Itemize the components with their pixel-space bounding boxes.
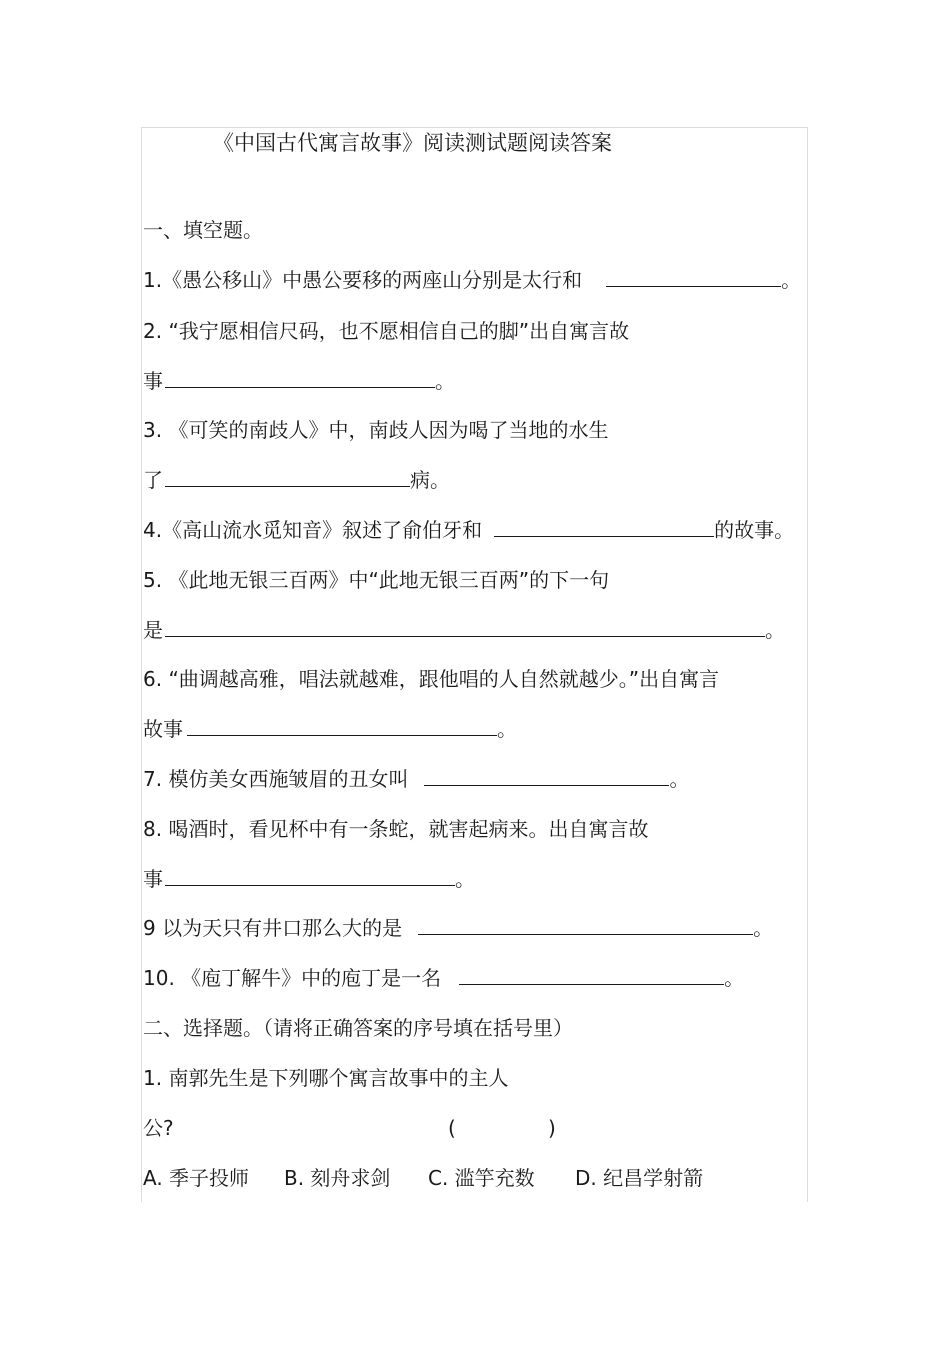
choice-option-d[interactable]: D. 纪昌学射箭	[575, 1166, 704, 1190]
question-end: 。	[765, 618, 785, 642]
document-title: 《中国古代寓言故事》阅读测试题阅读答案	[213, 131, 612, 155]
question-end: 的故事。	[714, 518, 795, 542]
fill-question-2-line2	[143, 367, 455, 395]
question-end: 。	[669, 767, 690, 791]
answer-paren-open: (	[448, 1116, 456, 1140]
fill-question-2-line1: 2. “我宁愿相信尺码，也不愿相信自己的脚”出自寓言故	[143, 319, 630, 343]
section2-heading: 二、选择题。（请将正确答案的序号填在括号里）	[143, 1016, 573, 1040]
fill-question-1	[143, 266, 801, 294]
fill-question-6-line2	[143, 715, 517, 743]
question-text: 1.《愚公移山》中愚公要移的两座山分别是太行和	[143, 268, 583, 292]
fill-question-6-line1: 6. “曲调越高雅，唱法就越难，跟他唱的人自然就越少。”出自寓言	[143, 667, 720, 691]
question-end: 。	[781, 268, 802, 292]
question-text: 4.《高山流水觅知音》叙述了俞伯牙和	[143, 518, 483, 542]
question-text: 故事	[143, 717, 183, 741]
fill-question-8-line2	[143, 865, 475, 893]
answer-blank[interactable]	[418, 914, 753, 935]
question-end: 。	[724, 966, 745, 990]
question-text: 9 以为天只有井口那么大的是	[143, 916, 403, 940]
fill-question-8-line1: 8. 喝酒时，看见杯中有一条蛇，就害起病来。出自寓言故	[143, 817, 649, 841]
fill-question-5-line2	[143, 616, 785, 644]
question-text: 事	[143, 867, 163, 891]
fill-question-10	[143, 964, 744, 992]
choice-option-c[interactable]: C. 滥竽充数	[428, 1166, 535, 1190]
answer-blank[interactable]	[165, 466, 410, 487]
choice-option-a[interactable]: A. 季子投师	[143, 1166, 250, 1190]
answer-paren-close: )	[548, 1116, 556, 1140]
question-end: 。	[753, 916, 774, 940]
question-end: 病。	[410, 468, 450, 492]
fill-question-5-line1: 5. 《此地无银三百两》中“此地无银三百两”的下一句	[143, 568, 610, 592]
answer-blank[interactable]	[165, 616, 765, 637]
fill-question-3-line1: 3. 《可笑的南歧人》中，南歧人因为喝了当地的水生	[143, 418, 609, 442]
answer-blank[interactable]	[606, 266, 781, 287]
choice-option-b[interactable]: B. 刻舟求剑	[284, 1166, 391, 1190]
fill-question-4	[143, 516, 794, 544]
question-end: 。	[497, 717, 517, 741]
question-text: 了	[143, 468, 163, 492]
fill-question-3-line2	[143, 466, 450, 494]
choice-question-1-line2: 公?	[143, 1116, 174, 1140]
question-text: 10. 《庖丁解牛》中的庖丁是一名	[143, 966, 442, 990]
fill-question-7	[143, 765, 689, 793]
section1-heading: 一、填空题。	[143, 218, 263, 242]
page-border-left	[141, 127, 142, 1202]
question-text: 事	[143, 369, 163, 393]
choice-question-1-line1: 1. 南郭先生是下列哪个寓言故事中的主人	[143, 1066, 509, 1090]
question-end: 。	[435, 369, 455, 393]
question-text: 7. 模仿美女西施皱眉的丑女叫	[143, 767, 409, 791]
answer-blank[interactable]	[187, 715, 497, 736]
page-border-right	[807, 127, 808, 1202]
question-text: 是	[143, 618, 163, 642]
fill-question-9	[143, 914, 773, 942]
answer-blank[interactable]	[494, 516, 714, 537]
answer-blank[interactable]	[165, 367, 435, 388]
question-end: 。	[455, 867, 475, 891]
answer-blank[interactable]	[424, 765, 669, 786]
answer-blank[interactable]	[459, 964, 724, 985]
answer-blank[interactable]	[165, 865, 455, 886]
